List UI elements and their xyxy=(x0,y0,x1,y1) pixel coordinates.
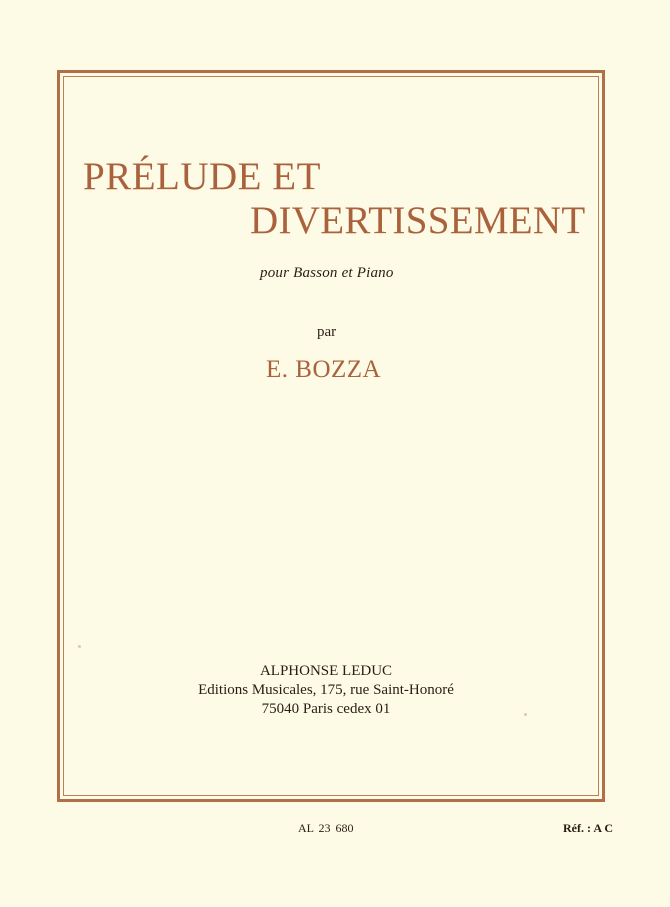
publisher-name: ALPHONSE LEDUC xyxy=(259,663,393,679)
by-label: par xyxy=(317,324,337,340)
subtitle-instrumentation: pour Basson et Piano xyxy=(260,265,394,281)
paper-speck xyxy=(78,645,81,648)
reference-code: Réf. : A C xyxy=(563,821,613,835)
publisher-address-line-2: 75040 Paris cedex 01 xyxy=(261,701,391,717)
composer-name: E. BOZZA xyxy=(266,356,382,383)
title-line-1: PRÉLUDE ET xyxy=(83,155,321,198)
title-line-2: DIVERTISSEMENT xyxy=(250,199,586,242)
paper-speck xyxy=(524,713,527,716)
publisher-block xyxy=(186,662,466,719)
publisher-address-line-1: Editions Musicales, 175, rue Saint-Honoré xyxy=(198,682,454,698)
catalog-number: AL 23 680 xyxy=(298,821,354,835)
